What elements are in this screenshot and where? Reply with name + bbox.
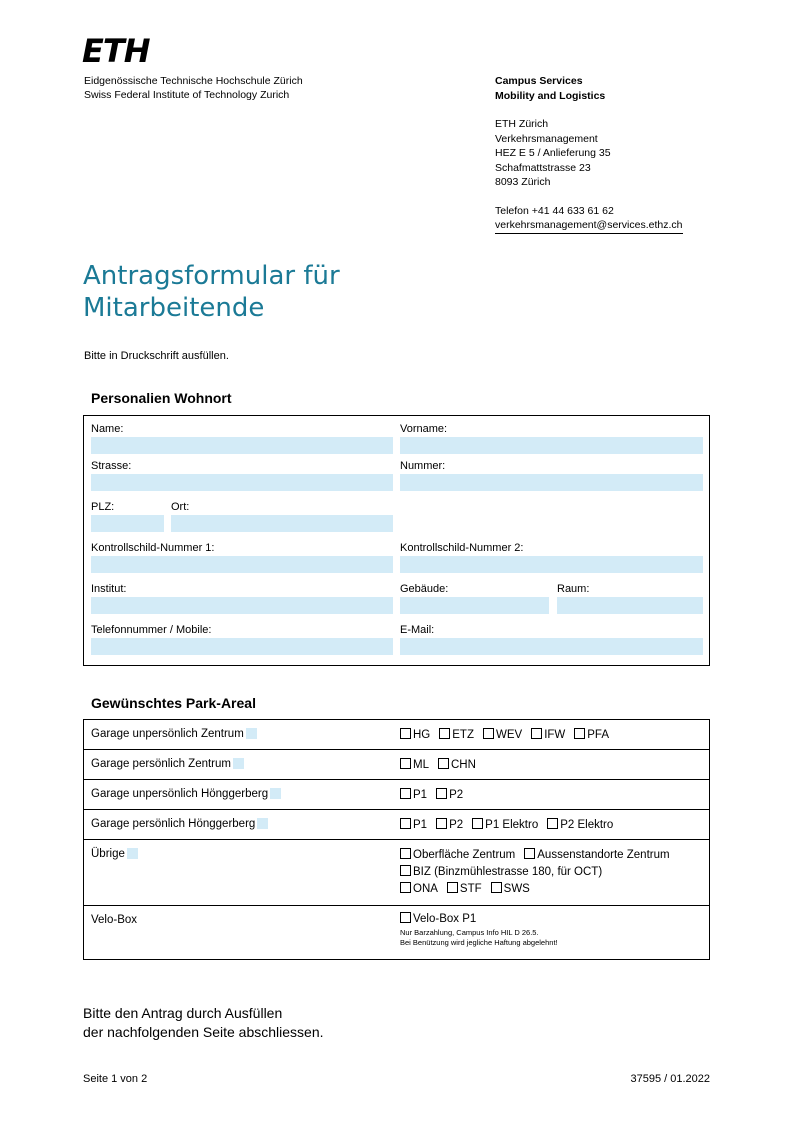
option-ml[interactable]: ML <box>400 757 429 774</box>
checkbox[interactable] <box>547 818 558 829</box>
institut-label: Institut: <box>91 583 127 595</box>
gebaeude-label: Gebäude: <box>400 583 449 595</box>
park-row-label: Garage unpersönlich Hönggerberg <box>91 788 281 800</box>
park-row-label: Garage unpersönlich Zentrum <box>91 728 257 740</box>
plz-label: PLZ: <box>91 501 115 513</box>
department-subname: Mobility and Logistics <box>495 89 606 102</box>
option-p1[interactable]: P1 <box>400 817 427 834</box>
checkbox[interactable] <box>400 912 411 923</box>
checkbox[interactable] <box>447 882 458 893</box>
institut-field[interactable] <box>91 597 393 614</box>
park-row-velo <box>84 906 709 959</box>
park-options <box>400 727 618 744</box>
checkbox[interactable] <box>400 882 411 893</box>
option-p2-elektro[interactable]: P2 Elektro <box>547 817 613 834</box>
kontrollschild2-label: Kontrollschild-Nummer 2: <box>400 542 524 554</box>
park-section-heading: Gewünschtes Park-Areal <box>91 695 256 711</box>
option-ona[interactable]: ONA <box>400 881 438 898</box>
personal-form-box <box>83 415 710 666</box>
page-title-line2: Mitarbeitende <box>83 293 265 323</box>
address-line: ETH Zürich <box>495 118 549 130</box>
nummer-field[interactable] <box>400 474 703 491</box>
vorname-label: Vorname: <box>400 423 448 435</box>
checkbox[interactable] <box>436 818 447 829</box>
eth-logo: ETH <box>82 32 150 70</box>
checkbox[interactable] <box>438 758 449 769</box>
info-field[interactable] <box>246 728 257 739</box>
address-line: 8093 Zürich <box>495 176 551 188</box>
option-ifw[interactable]: IFW <box>531 727 565 744</box>
park-options <box>400 847 679 898</box>
park-row-label: Übrige <box>91 848 138 860</box>
checkbox[interactable] <box>436 788 447 799</box>
page-title-line1: Antragsformular für <box>83 261 340 291</box>
checkbox[interactable] <box>400 758 411 769</box>
kontrollschild1-label: Kontrollschild-Nummer 1: <box>91 542 215 554</box>
velo-note: Nur Barzahlung, Campus Info HIL D 26.5. <box>400 928 539 937</box>
closing-line1: Bitte den Antrag durch Ausfüllen <box>83 1005 283 1021</box>
checkbox[interactable] <box>400 788 411 799</box>
institution-line-en: Swiss Federal Institute of Technology Zurich <box>84 89 290 101</box>
checkbox[interactable] <box>400 848 411 859</box>
park-row-label: Garage persönlich Hönggerberg <box>91 818 268 830</box>
nummer-label: Nummer: <box>400 460 446 472</box>
raum-label: Raum: <box>557 583 590 595</box>
email-link[interactable]: verkehrsmanagement@services.ethz.ch <box>495 218 683 234</box>
option-stf[interactable]: STF <box>447 881 482 898</box>
park-options <box>400 817 622 834</box>
telefon-label: Telefonnummer / Mobile: <box>91 624 212 636</box>
page-number: Seite 1 von 2 <box>83 1073 148 1085</box>
phone-number: Telefon +41 44 633 61 62 <box>495 204 614 217</box>
institution-name <box>84 74 303 102</box>
park-options <box>400 787 472 804</box>
name-label: Name: <box>91 423 124 435</box>
option-p2[interactable]: P2 <box>436 787 463 804</box>
park-row-uebrige <box>84 840 709 906</box>
address-block <box>495 74 683 234</box>
strasse-label: Strasse: <box>91 460 132 472</box>
info-field[interactable] <box>270 788 281 799</box>
option-hg[interactable]: HG <box>400 727 430 744</box>
document-id: 37595 / 01.2022 <box>630 1073 710 1085</box>
checkbox[interactable] <box>400 865 411 876</box>
kontrollschild1-field[interactable] <box>91 556 393 573</box>
info-field[interactable] <box>233 758 244 769</box>
email-label: E-Mail: <box>400 624 435 636</box>
info-field[interactable] <box>257 818 268 829</box>
park-options <box>400 757 485 774</box>
checkbox[interactable] <box>483 728 494 739</box>
checkbox[interactable] <box>491 882 502 893</box>
plz-field[interactable] <box>91 515 164 532</box>
option-sws[interactable]: SWS <box>491 881 530 898</box>
department-name: Campus Services <box>495 75 583 87</box>
checkbox[interactable] <box>524 848 535 859</box>
option-p2[interactable]: P2 <box>436 817 463 834</box>
gebaeude-field[interactable] <box>400 597 549 614</box>
park-row-label: Velo-Box <box>91 914 138 926</box>
page-title <box>83 260 340 324</box>
checkbox[interactable] <box>400 728 411 739</box>
address-line: Schafmattstrasse 23 <box>495 161 591 174</box>
vorname-field[interactable] <box>400 437 703 454</box>
option-p1[interactable]: P1 <box>400 787 427 804</box>
raum-field[interactable] <box>557 597 703 614</box>
name-field[interactable] <box>91 437 393 454</box>
address-line: HEZ E 5 / Anlieferung 35 <box>495 147 611 159</box>
strasse-field[interactable] <box>91 474 393 491</box>
checkbox[interactable] <box>531 728 542 739</box>
park-row <box>84 780 709 810</box>
option-pfa[interactable]: PFA <box>574 727 609 744</box>
checkbox[interactable] <box>574 728 585 739</box>
park-row <box>84 810 709 840</box>
velo-note: Bei Benützung wird jegliche Haftung abgelehnt! <box>400 938 558 947</box>
checkbox[interactable] <box>439 728 450 739</box>
park-row <box>84 720 709 750</box>
park-options <box>400 911 558 948</box>
option-chn[interactable]: CHN <box>438 757 476 774</box>
checkbox[interactable] <box>472 818 483 829</box>
option-oberflaeche-zentrum[interactable]: Oberfläche Zentrum <box>400 847 515 864</box>
email-field[interactable] <box>400 638 703 655</box>
park-row-label: Garage persönlich Zentrum <box>91 758 244 770</box>
ort-field[interactable] <box>171 515 393 532</box>
option-p1-elektro[interactable]: P1 Elektro <box>472 817 538 834</box>
kontrollschild2-field[interactable] <box>400 556 703 573</box>
option-biz[interactable]: BIZ (Binzmühlestrasse 180, für OCT) <box>400 864 602 881</box>
telefon-field[interactable] <box>91 638 393 655</box>
instruction-text: Bitte in Druckschrift ausfüllen. <box>84 350 229 362</box>
personal-section-heading: Personalien Wohnort <box>91 390 232 406</box>
option-velo-box-p1[interactable]: Velo-Box P1 <box>400 911 476 928</box>
closing-text <box>83 1004 324 1042</box>
checkbox[interactable] <box>400 818 411 829</box>
institution-line-de: Eidgenössische Technische Hochschule Zürich <box>84 75 303 87</box>
ort-label: Ort: <box>171 501 190 513</box>
option-wev[interactable]: WEV <box>483 727 522 744</box>
address-line: Verkehrsmanagement <box>495 132 598 145</box>
park-row <box>84 750 709 780</box>
closing-line2: der nachfolgenden Seite abschliessen. <box>83 1024 324 1040</box>
info-field[interactable] <box>127 848 138 859</box>
option-etz[interactable]: ETZ <box>439 727 474 744</box>
park-form-box <box>83 719 710 960</box>
option-aussenstandorte-zentrum[interactable]: Aussenstandorte Zentrum <box>524 847 669 864</box>
